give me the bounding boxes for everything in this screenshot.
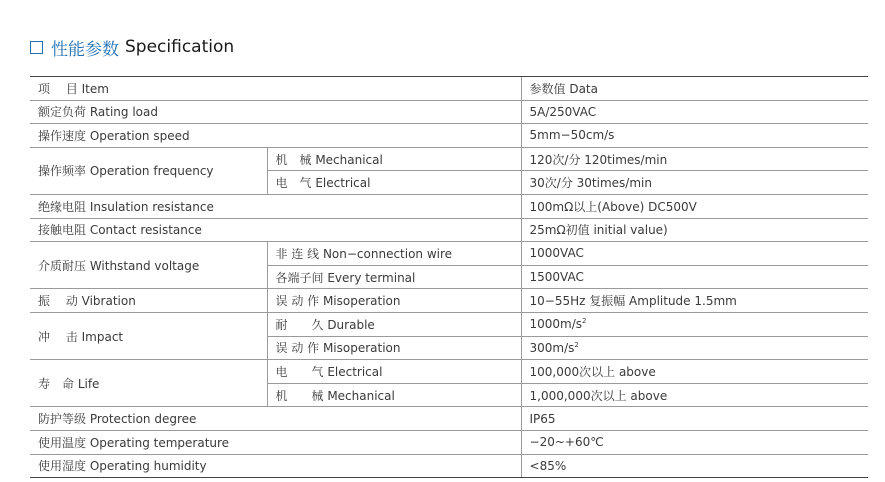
- table-row: [30, 100, 868, 124]
- table-row: [30, 218, 868, 242]
- row-name: 使用湿度 Operating humidity: [30, 454, 521, 478]
- row-value: <85%: [521, 454, 868, 478]
- row-subitem: 机 械 Mechanical: [267, 383, 521, 407]
- row-value: 30次/分 30times/min: [521, 171, 868, 195]
- row-name: 操作速度 Operation speed: [30, 124, 521, 148]
- row-name: 使用温度 Operating temperature: [30, 430, 521, 454]
- header-item-cell: 项 目 Item: [30, 77, 521, 101]
- row-value: [521, 336, 868, 360]
- row-name: 接触电阻 Contact resistance: [30, 218, 521, 242]
- row-name: 寿 命 Life: [30, 360, 267, 407]
- row-value: 5A/250VAC: [521, 100, 868, 124]
- section-heading: [30, 36, 234, 58]
- table-header-row: [30, 77, 868, 101]
- heading-title-en: Specification: [125, 37, 235, 57]
- table-row: [30, 124, 868, 148]
- row-name: 额定负荷 Rating load: [30, 100, 521, 124]
- row-name: 振 动 Vibration: [30, 289, 267, 313]
- row-value: 100,000次以上 above: [521, 360, 868, 384]
- table-row: [30, 360, 868, 384]
- row-value: 1000VAC: [521, 242, 868, 266]
- row-name: 冲 击 Impact: [30, 312, 267, 359]
- table-row: [30, 430, 868, 454]
- row-subitem: 电 气 Electrical: [267, 360, 521, 384]
- table-row: [30, 194, 868, 218]
- header-data-cell: 参数值 Data: [521, 77, 868, 101]
- table-row: [30, 312, 868, 336]
- row-subitem: 误 动 作 Misoperation: [267, 336, 521, 360]
- row-value: IP65: [521, 407, 868, 431]
- row-value: 1500VAC: [521, 265, 868, 289]
- specification-table: [30, 76, 868, 478]
- row-value: 5mm−50cm/s: [521, 124, 868, 148]
- row-subitem: 非 连 线 Non−connection wire: [267, 242, 521, 266]
- value-exponent: 2: [582, 317, 587, 326]
- row-value: [521, 312, 868, 336]
- row-name: 防护等级 Protection degree: [30, 407, 521, 431]
- value-base: 1000m/s: [529, 317, 583, 332]
- row-value: 120次/分 120times/min: [521, 147, 868, 171]
- row-value: 10−55Hz 复振幅 Amplitude 1.5mm: [521, 289, 868, 313]
- row-value: 1,000,000次以上 above: [521, 383, 868, 407]
- table-row: [30, 147, 868, 171]
- table-row: [30, 242, 868, 266]
- row-name: 绝缘电阻 Insulation resistance: [30, 194, 521, 218]
- row-name: 操作频率 Operation frequency: [30, 147, 267, 194]
- row-subitem: 各端子间 Every terminal: [267, 265, 521, 289]
- table-row: [30, 454, 868, 478]
- row-subitem: 机 械 Mechanical: [267, 147, 521, 171]
- heading-title-zh: 性能参数: [51, 39, 119, 60]
- row-subitem: 电 气 Electrical: [267, 171, 521, 195]
- row-subitem: 误 动 作 Misoperation: [267, 289, 521, 313]
- row-value: −20~+60℃: [521, 430, 868, 454]
- row-value: 25mΩ初值 initial value): [521, 218, 868, 242]
- value-exponent: 2: [574, 340, 579, 349]
- row-value: 100mΩ以上(Above) DC500V: [521, 194, 868, 218]
- table-row: [30, 407, 868, 431]
- checkbox-square-icon: [30, 41, 43, 54]
- table-row: [30, 289, 868, 313]
- row-name: 介质耐压 Withstand voltage: [30, 242, 267, 289]
- value-base: 300m/s: [529, 340, 575, 355]
- row-subitem: 耐 久 Durable: [267, 312, 521, 336]
